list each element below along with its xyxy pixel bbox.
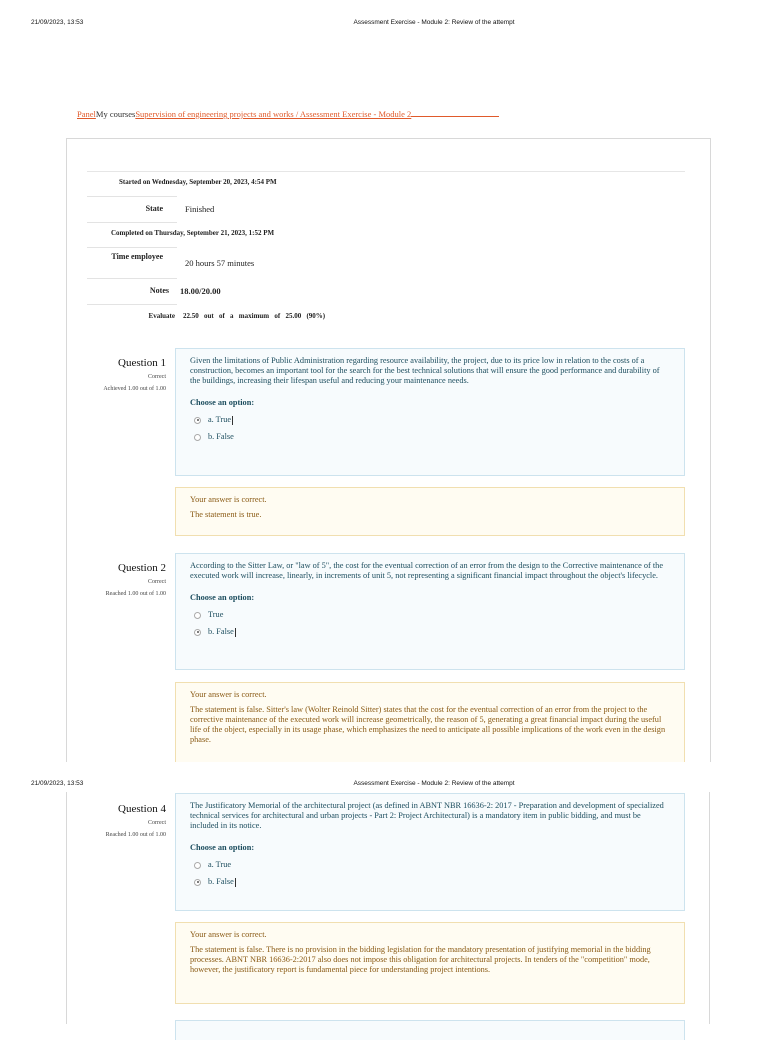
question-text: According to the Sitter Law, or "law of 5", the cost for the eventual correction of an error from the design to the Corrective maintenance of the executed work will increase, linearly, in increments of unit 5, not representing a significant financial impact throughout the object's lifecycle.	[190, 561, 663, 580]
page-two	[0, 762, 768, 1024]
summary-separator	[87, 304, 177, 305]
question-status: Correct	[148, 374, 166, 380]
next-question-box	[175, 1020, 685, 1040]
feedback-box	[175, 922, 685, 1004]
question-mark: Reached 1.00 out of 1.00	[105, 591, 166, 597]
question-text: Given the limitations of Public Administration regarding resource availability, the project, due to its price low in relation to the costs of a construction, becomes an important tool for the search for the best technical solutions that will ensure the good performance and durability of the buildings, increasing their lifespan useful and reducing your maintenance needs.	[190, 356, 660, 385]
breadcrumb-my-courses[interactable]: My courses	[95, 109, 136, 119]
text-cursor	[235, 878, 236, 887]
feedback-explanation: The statement is false. There is no provision in the bidding legislation for the mandatory presentation of justifying memorial in the bidding processes. ABNT NBR 16636-2:2017 also does not impose this obligation for architectural projects. In tenders of the "competition" mode, however, the justificatory report is fundamental piece for understanding project intentions.	[190, 945, 651, 974]
question-mark: Reached 1.00 out of 1.00	[105, 832, 166, 838]
summary-separator	[87, 196, 177, 197]
feedback-result: Your answer is correct.	[190, 495, 267, 504]
summary-separator	[87, 247, 177, 248]
radio-icon[interactable]	[194, 434, 201, 441]
print-title: Assessment Exercise - Module 2: Review of the attempt	[353, 19, 515, 26]
question-box	[175, 793, 685, 911]
print-timestamp: 21/09/2023, 13:53	[31, 780, 84, 787]
question-number: Question 1	[118, 357, 166, 369]
option-b[interactable]: b. False	[190, 877, 670, 887]
question-status: Correct	[148, 579, 166, 585]
question-status: Correct	[148, 820, 166, 826]
print-timestamp: 21/09/2023, 13:53	[31, 19, 84, 26]
question-info	[86, 803, 166, 838]
question-text: The Justificatory Memorial of the architectural project (as defined in ABNT NBR 16636-2: 2017 - Preparation and development of specialized technical services for architectural and urban projects - Part 2: Project Architectural) is a mandatory item in public bidding, and must be included in its notice.	[190, 801, 664, 830]
print-title: Assessment Exercise - Module 2: Review of the attempt	[353, 780, 515, 787]
summary-separator	[87, 222, 177, 223]
question-mark: Achieved 1.00 out of 1.00	[103, 386, 166, 392]
card-right-edge	[709, 792, 710, 1024]
option-a[interactable]: a. True	[190, 415, 670, 425]
summary-separator	[87, 278, 177, 279]
text-cursor	[235, 628, 236, 637]
question-box	[175, 553, 685, 670]
breadcrumb-panel-link[interactable]: Panel	[77, 109, 96, 119]
breadcrumb-underline	[411, 108, 499, 117]
breadcrumb-course-link[interactable]: Supervision of engineering projects and works / Assessment Exercise - Module 2	[135, 109, 412, 119]
feedback-explanation: The statement is true.	[190, 510, 262, 519]
radio-icon[interactable]	[194, 862, 201, 869]
feedback-explanation: The statement is false. Sitter's law (Wolter Reinold Sitter) states that the cost for the eventual correction of an error from the project to the corrective maintenance of the executed work will increase geometrically, the reason of 5, generating a great financial impact during the useful life of the object, especially in its usage phase, which emphasizes the need to anticipate all possible implications of the work even in the design phase.	[190, 705, 666, 744]
radio-selected-icon[interactable]	[194, 629, 201, 636]
choose-label: Choose an option:	[190, 593, 255, 602]
feedback-result: Your answer is correct.	[190, 690, 267, 699]
radio-selected-icon[interactable]	[194, 879, 201, 886]
question-info	[86, 562, 166, 597]
radio-icon[interactable]	[194, 612, 201, 619]
question-box	[175, 348, 685, 476]
text-cursor	[232, 416, 233, 425]
feedback-result: Your answer is correct.	[190, 930, 267, 939]
breadcrumb	[77, 108, 499, 119]
option-a[interactable]: True	[190, 610, 670, 620]
card-left-edge	[66, 792, 67, 1024]
choose-label: Choose an option:	[190, 398, 255, 407]
summary-top-border	[87, 171, 685, 172]
question-number: Question 4	[118, 803, 166, 815]
feedback-box	[175, 682, 685, 762]
radio-selected-icon[interactable]	[194, 417, 201, 424]
option-b[interactable]: b. False	[190, 432, 670, 442]
option-b[interactable]: b. False	[190, 627, 670, 637]
question-number: Question 2	[118, 562, 166, 574]
feedback-box	[175, 487, 685, 536]
choose-label: Choose an option:	[190, 843, 255, 852]
question-info	[86, 357, 166, 392]
option-a[interactable]: a. True	[190, 860, 670, 870]
